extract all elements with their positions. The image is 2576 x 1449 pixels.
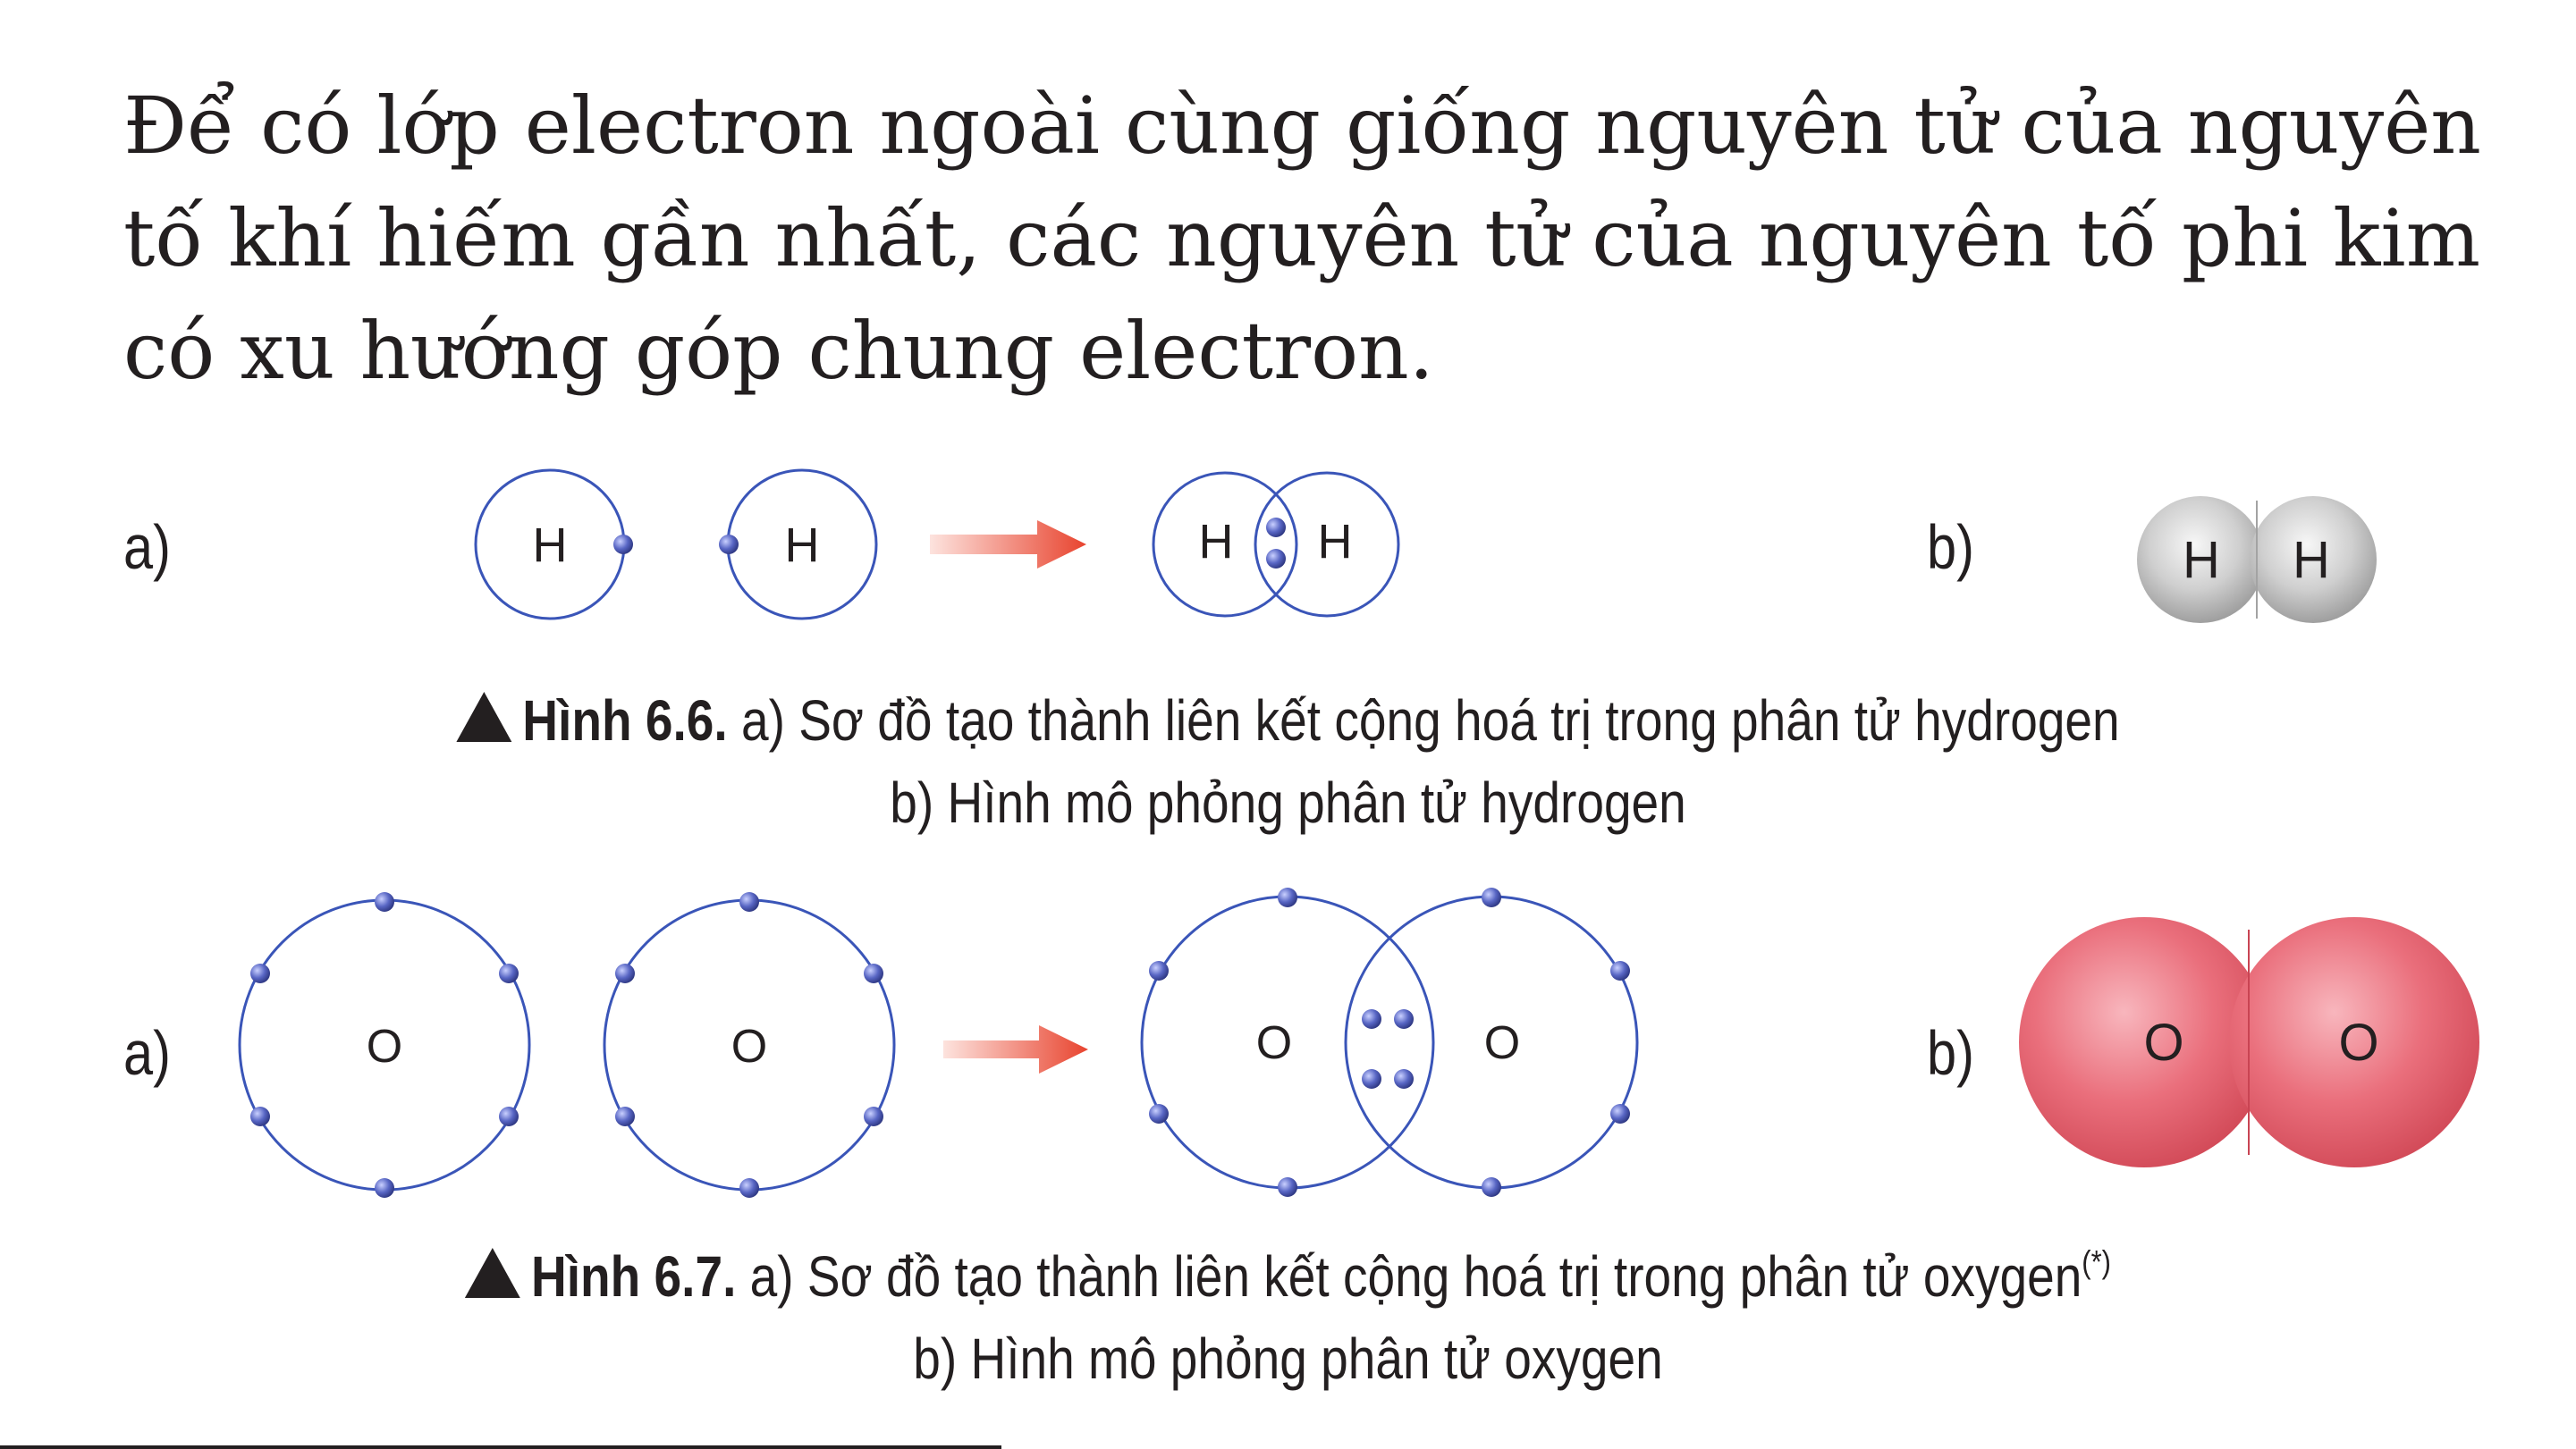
h2-symbol-right: H bbox=[1317, 515, 1353, 569]
electron bbox=[615, 964, 635, 983]
electron bbox=[250, 1107, 270, 1126]
electron bbox=[375, 892, 394, 912]
intro-paragraph: Để có lớp electron ngoài cùng giống nguyên tử của nguyên tố khí hiếm gần nhất, các nguyên tử của nguyên tố phi kim có xu hướng góp chung electron. bbox=[123, 80, 2481, 397]
h-symbol-left: H bbox=[532, 518, 568, 572]
electron bbox=[1394, 1069, 1414, 1089]
fig67-number: Hình 6.7. bbox=[530, 1244, 737, 1309]
fig66-number: Hình 6.6. bbox=[522, 688, 728, 753]
reaction-arrow-h bbox=[930, 520, 1086, 569]
electron bbox=[719, 535, 739, 554]
fig66-caption-line1 bbox=[181, 679, 2396, 762]
fig67-caption-line1 bbox=[181, 1235, 2396, 1318]
electron bbox=[1266, 518, 1286, 537]
electron bbox=[499, 1107, 519, 1126]
fig67-caption-text2: b) Hình mô phỏng phân tử oxygen bbox=[913, 1327, 1663, 1391]
h-model-symbol-right: H bbox=[2293, 531, 2330, 589]
electron bbox=[615, 1107, 635, 1126]
electron bbox=[864, 964, 883, 983]
fig66-caption bbox=[0, 679, 2576, 844]
o-symbol-left: O bbox=[366, 1021, 403, 1073]
electron bbox=[1482, 888, 1501, 907]
h-atom-right bbox=[719, 470, 876, 619]
o-model-symbol-left: O bbox=[2143, 1014, 2184, 1072]
h-symbol-right: H bbox=[784, 518, 820, 572]
o-atom-right bbox=[604, 892, 894, 1198]
footnote-rule bbox=[0, 1445, 1001, 1449]
electron bbox=[1149, 961, 1169, 981]
electron bbox=[1278, 1177, 1297, 1197]
o2-shared-pair-diagram bbox=[1142, 888, 1637, 1197]
electron bbox=[1394, 1009, 1414, 1029]
fig67-caption-text1: a) Sơ đồ tạo thành liên kết cộng hoá trị trong phân tử oxygen bbox=[749, 1244, 2082, 1309]
h2-symbol-left: H bbox=[1198, 515, 1234, 569]
fig66-label-b: b) bbox=[1927, 512, 1974, 582]
o-model-symbol-right: O bbox=[2338, 1014, 2379, 1072]
o-symbol-right: O bbox=[731, 1021, 768, 1073]
electron bbox=[250, 964, 270, 983]
triangle-icon bbox=[456, 692, 511, 742]
h2-shared-pair-diagram bbox=[1153, 473, 1398, 616]
fig67-caption bbox=[0, 1235, 2576, 1400]
electron bbox=[1610, 961, 1630, 981]
electron bbox=[375, 1178, 394, 1198]
o2-symbol-left: O bbox=[1255, 1017, 1293, 1069]
electron bbox=[499, 964, 519, 983]
h2-model bbox=[2137, 496, 2377, 623]
fig66-label-a: a) bbox=[123, 512, 171, 582]
fig66-caption-text2: b) Hình mô phỏng phân tử hydrogen bbox=[890, 771, 1686, 835]
electron bbox=[1362, 1069, 1381, 1089]
electron bbox=[1482, 1177, 1501, 1197]
fig67-label-b: b) bbox=[1927, 1018, 1974, 1088]
electron bbox=[1266, 549, 1286, 569]
electron bbox=[613, 535, 633, 554]
h-atom-left bbox=[476, 470, 633, 619]
fig67-label-a: a) bbox=[123, 1018, 171, 1088]
o-atom-left bbox=[240, 892, 529, 1198]
electron bbox=[739, 1178, 759, 1198]
o2-symbol-right: O bbox=[1483, 1017, 1521, 1069]
electron bbox=[1362, 1009, 1381, 1029]
electron bbox=[1278, 888, 1297, 907]
triangle-icon bbox=[465, 1248, 520, 1298]
electron bbox=[864, 1107, 883, 1126]
footnote-mark: (*) bbox=[2082, 1243, 2111, 1280]
electron bbox=[1610, 1104, 1630, 1124]
fig66-caption-text1: a) Sơ đồ tạo thành liên kết cộng hoá trị trong phân tử hydrogen bbox=[740, 688, 2120, 753]
h-model-symbol-left: H bbox=[2183, 531, 2220, 589]
reaction-arrow-o bbox=[943, 1025, 1088, 1074]
o2-model bbox=[2019, 917, 2479, 1167]
electron bbox=[1149, 1104, 1169, 1124]
electron bbox=[739, 892, 759, 912]
